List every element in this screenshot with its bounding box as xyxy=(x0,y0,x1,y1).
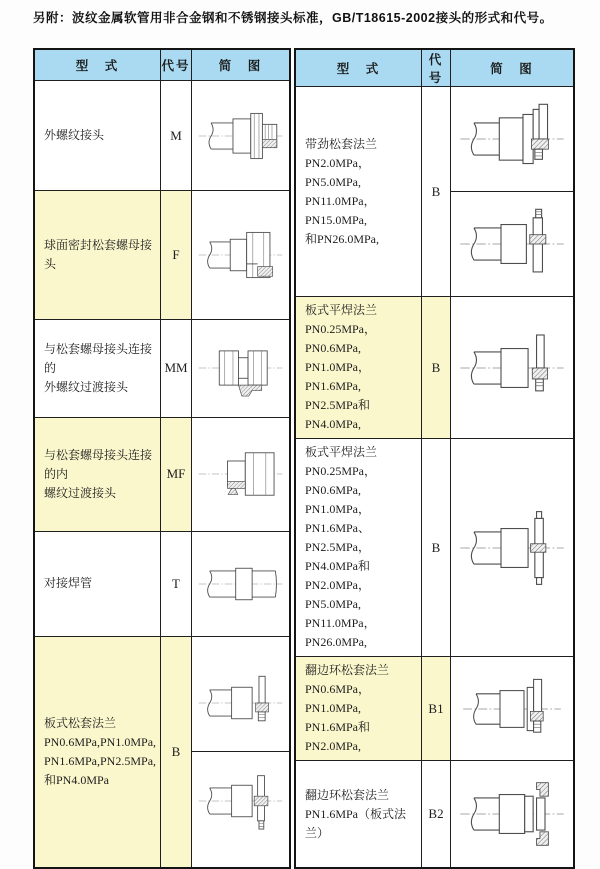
spherical-seal-loose-nut-joint-diagram xyxy=(196,216,285,294)
table-row xyxy=(34,532,290,637)
type-cell: 翻边环松套法兰 PN0.6MPa，PN1.0MPa, PN1.6MPa和PN2.0MPa, xyxy=(295,657,422,761)
diagram-cell xyxy=(451,297,575,439)
table-row xyxy=(34,636,290,868)
table-row xyxy=(34,80,290,191)
type-cell: 对接焊管 xyxy=(34,532,161,637)
plate-loose-flange-lower-diagram xyxy=(196,760,285,842)
fitting-table-right xyxy=(294,48,575,869)
type-cell: 翻边环松套法兰 PN1.6MPa（板式法兰） xyxy=(295,761,422,869)
plate-weld-flange-diagram xyxy=(457,318,567,418)
header-code: 代号 xyxy=(422,49,451,87)
code-cell: MM xyxy=(161,319,192,417)
table-row xyxy=(295,657,574,761)
table-row xyxy=(34,191,290,319)
code-cell: B xyxy=(422,297,451,439)
type-cell: 球面密封松套螺母接头 xyxy=(34,191,161,319)
table-row xyxy=(34,417,290,531)
code-cell: MF xyxy=(161,417,192,531)
male-thread-joint-diagram xyxy=(196,100,285,172)
plate-weld-flange-full-diagram xyxy=(457,493,567,603)
header-row xyxy=(295,49,574,87)
diagram-cell xyxy=(192,417,291,531)
lapped-ring-loose-flange-diagram xyxy=(458,673,566,745)
header-code: 代号 xyxy=(161,49,192,80)
type-cell: 板式松套法兰 PN0.6MPa,PN1.0MPa, PN1.6MPa,PN2.5MPa, 和PN4.0MPa xyxy=(34,636,161,868)
table-row xyxy=(295,439,574,657)
code-cell: M xyxy=(161,80,192,191)
type-cell: 板式平焊法兰 PN0.25MPa，PN0.6MPa, PN1.0MPa，PN1.6MPa, PN2.5MPa和PN4.0MPa, xyxy=(295,297,422,439)
header-diagram: 简 图 xyxy=(451,49,575,87)
male-thread-adapter-diagram xyxy=(196,335,285,401)
fitting-table-left xyxy=(33,48,291,869)
diagram-cell xyxy=(192,191,291,319)
header-diagram: 简 图 xyxy=(192,49,291,80)
type-cell: 板式平焊法兰 PN0.25MPa，PN0.6MPa, PN1.0MPa，PN1.6MPa、 PN2.5MPa，PN4.0MPa和 PN2.0MPa，PN5.0MPa, PN11.0MPa，PN26.0MPa, xyxy=(295,439,422,657)
code-cell: T xyxy=(161,532,192,637)
table-row xyxy=(34,319,290,417)
code-cell: F xyxy=(161,191,192,319)
code-cell: B2 xyxy=(422,761,451,869)
code-cell: B1 xyxy=(422,657,451,761)
plate-loose-flange-upper-diagram xyxy=(196,662,285,744)
fitting-type-table xyxy=(33,48,575,869)
table-row xyxy=(295,87,574,297)
type-cell: 与松套螺母接头连接的内 螺纹过渡接头 xyxy=(34,417,161,531)
diagram-cell xyxy=(451,657,575,761)
type-cell: 外螺纹接头 xyxy=(34,80,161,191)
diagram-cell xyxy=(451,761,575,869)
header-row xyxy=(34,49,290,80)
code-cell: B xyxy=(422,439,451,657)
code-cell: B xyxy=(161,636,192,868)
diagram-cell xyxy=(192,636,291,868)
table-row xyxy=(295,297,574,439)
female-thread-adapter-diagram xyxy=(196,437,285,511)
code-cell: B xyxy=(422,87,451,297)
diagram-cell xyxy=(192,532,291,637)
necked-loose-flange-lower-diagram xyxy=(457,200,567,288)
diagram-cell xyxy=(192,319,291,417)
table-row xyxy=(295,761,574,869)
butt-weld-pipe-diagram xyxy=(196,551,285,617)
diagram-cell xyxy=(451,439,575,657)
header-type: 型 式 xyxy=(34,49,161,80)
diagram-cell xyxy=(192,80,291,191)
necked-loose-flange-upper-diagram xyxy=(457,95,567,183)
lapped-ring-plate-flange-diagram xyxy=(457,769,567,859)
page-title: 另附：波纹金属软管用非合金钢和不锈钢接头标准，GB/T18615-2002接头的形式和代号。 xyxy=(33,11,553,25)
type-cell: 带劲松套法兰 PN2.0MPa，PN5.0MPa, PN11.0MPa，PN15.0MPa, 和PN26.0MPa, xyxy=(295,87,422,297)
diagram-cell xyxy=(451,87,575,297)
header-type: 型 式 xyxy=(295,49,422,87)
type-cell: 与松套螺母接头连接的 外螺纹过渡接头 xyxy=(34,319,161,417)
